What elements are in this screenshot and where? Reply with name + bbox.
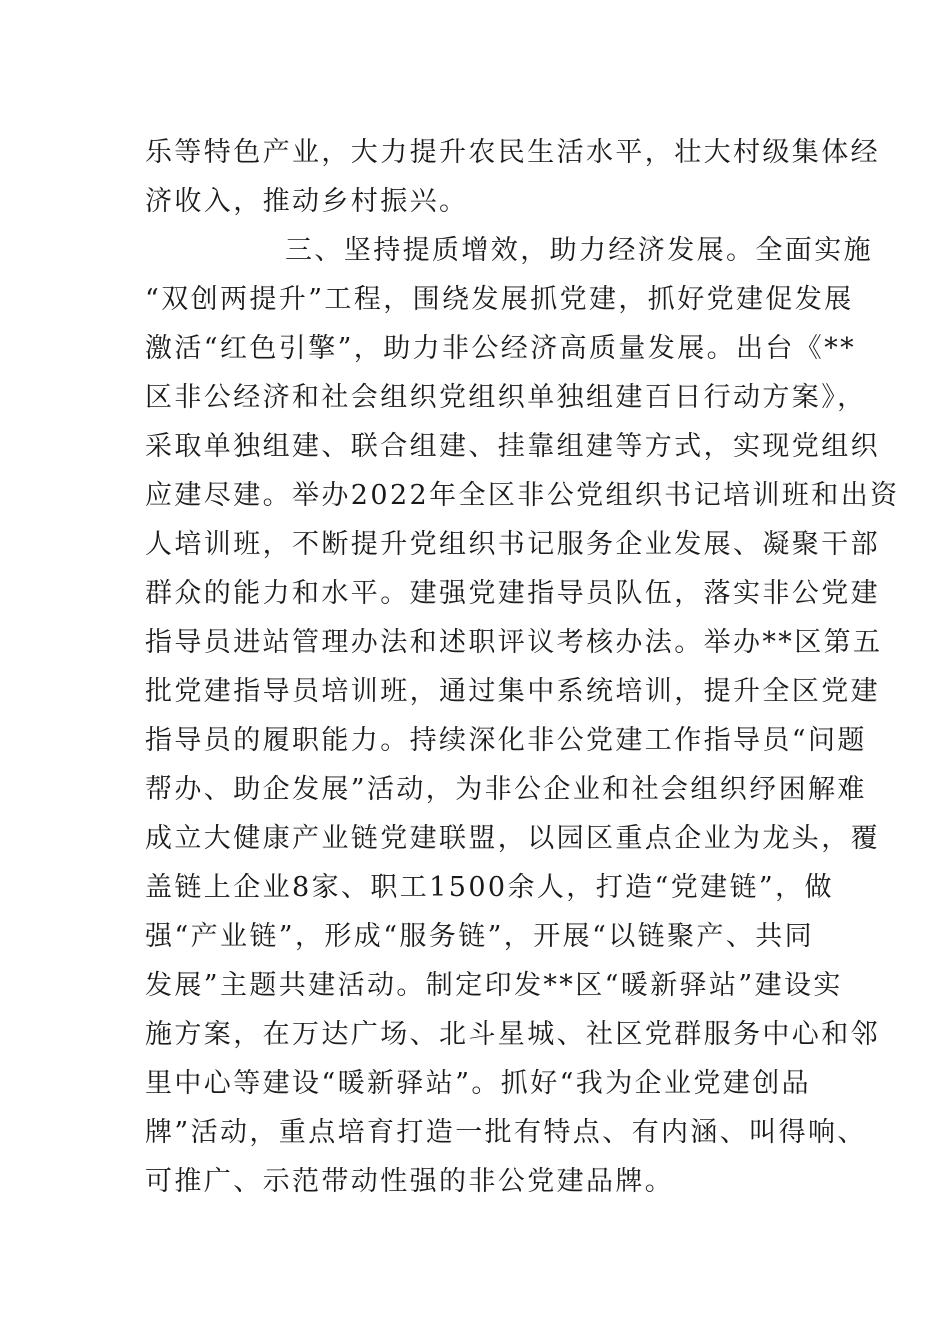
- paragraph-line: 人培训班，不断提升党组织书记服务企业发展、凝聚干部: [145, 529, 880, 560]
- paragraph-line: 强“产业链”，形成“服务链”，开展“以链聚产、共同: [145, 921, 815, 952]
- paragraph-line: 施方案，在万达广场、北斗星城、社区党群服务中心和邻: [145, 1019, 880, 1050]
- paragraph-line: 乐等特色产业，大力提升农民生活水平，壮大村级集体经: [145, 137, 880, 168]
- paragraph-line: 可推广、示范带动性强的非公党建品牌。: [145, 1166, 675, 1197]
- paragraph-line: 发展”主题共建活动。制定印发**区“暖新驿站”建设实: [145, 970, 843, 1001]
- paragraph-line: 激活“红色引擎”，助力非公经济高质量发展。出台《**: [145, 333, 857, 364]
- paragraph-line: 牌”活动，重点培育打造一批有特点、有内涵、叫得响、: [145, 1117, 867, 1148]
- paragraph-line: 帮办、助企发展”活动，为非公企业和社会组织纾困解难: [145, 774, 867, 805]
- paragraph-line: 里中心等建设“暖新驿站”。抓好“我为企业党建创品: [145, 1068, 812, 1099]
- paragraph-line: 成立大健康产业链党建联盟，以园区重点企业为龙头，覆: [145, 823, 880, 854]
- paragraph-line: 应建尽建。举办2022年全区非公党组织书记培训班和出资: [145, 480, 900, 511]
- paragraph-line: 采取单独组建、联合组建、挂靠组建等方式，实现党组织: [145, 431, 880, 462]
- paragraph-line: 盖链上企业8家、职工1500余人，打造“党建链”，做: [145, 872, 834, 903]
- document-page: [145, 128, 900, 1206]
- paragraph-line: “双创两提升”工程，围绕发展抓党建，抓好党建促发展: [145, 284, 854, 315]
- section-heading-line: 三、坚持提质增效，助力经济发展。全面实施: [285, 235, 873, 266]
- paragraph-line: 济收入，推动乡村振兴。: [145, 186, 469, 217]
- paragraph-line: 指导员的履职能力。持续深化非公党建工作指导员“问题: [145, 725, 867, 756]
- paragraph-line: 区非公经济和社会组织党组织单独组建百日行动方案》，: [145, 382, 867, 413]
- paragraph-line: 批党建指导员培训班，通过集中系统培训，提升全区党建: [145, 676, 880, 707]
- paragraph-line: 指导员进站管理办法和述职评议考核办法。举办**区第五: [145, 627, 883, 658]
- paragraph-line: 群众的能力和水平。建强党建指导员队伍，落实非公党建: [145, 578, 880, 609]
